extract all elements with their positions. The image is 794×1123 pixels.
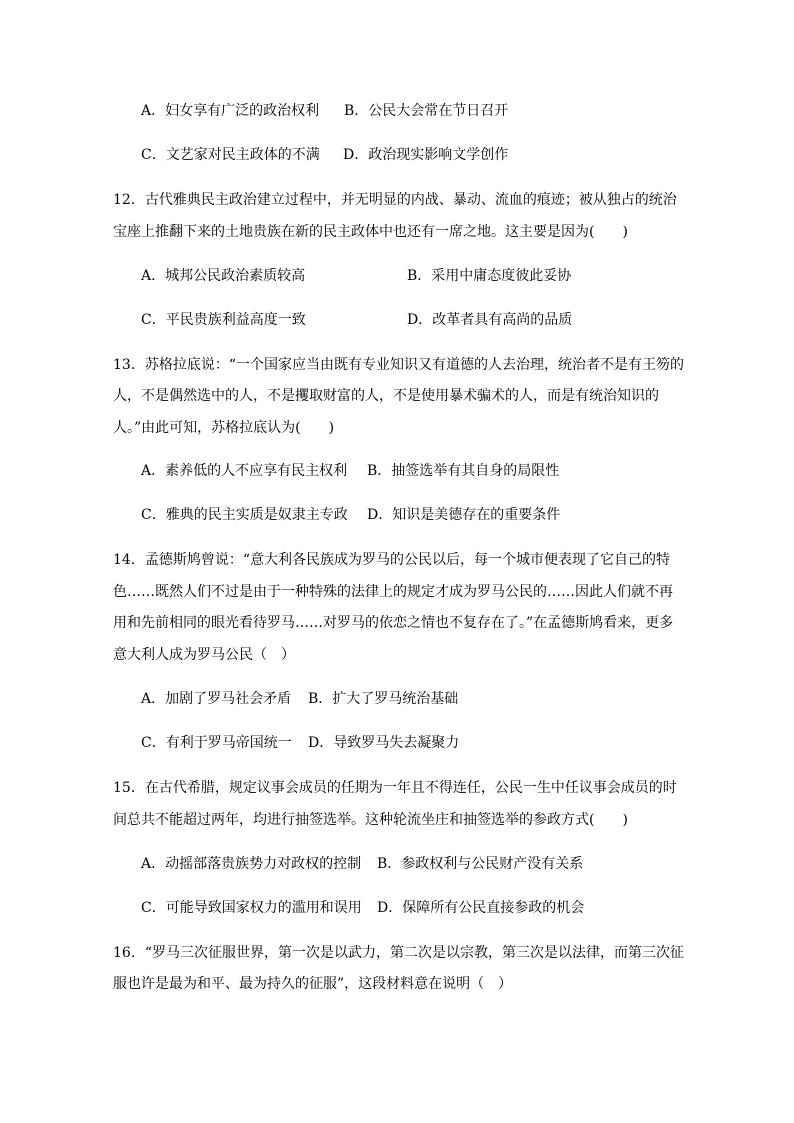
q14-stem-line-3: 用和先前相同的眼光看待罗马……对罗马的依恋之情也不复存在了。”在孟德斯鸠看来，更多 [113,615,674,631]
q15-option-row-2 [141,898,585,918]
q12-option-row-1 [141,266,572,286]
q14-option-c: C．有利于罗马帝国统一 [141,735,292,751]
q14-stem-line-2: 色……既然人们不过是由于一种特殊的法律上的规定才成为罗马公民的……因此人们就不再 [113,584,673,600]
q13-stem-line-1: 13．苏格拉底说：“一个国家应当由既有专业知识又有道德的人去治理，统治者不是有王笏的 [113,357,684,373]
q11-option-row-2 [141,145,509,165]
q11-option-b: B．公民大会常在节日召开 [344,103,509,119]
q15-stem-line-2: 间总共不能超过两年，均进行抽签选举。这种轮流坐庄和抽签选举的参政方式( ) [113,812,628,828]
q12-option-a: A．城邦公民政治素质较高 [141,268,306,284]
q15-option-c: C．可能导致国家权力的滥用和误用 [141,900,362,916]
q12-option-row-2 [141,310,573,330]
q13-option-c: C．雅典的民主实质是奴隶主专政 [141,507,348,523]
q11-option-c: C．文艺家对民主政体的不满 [141,147,320,163]
q14-option-row-2 [141,733,460,753]
q15-option-row-1 [141,854,584,874]
q13-stem-line-3: 人。”由此可知，苏格拉底认为( ) [113,420,335,436]
q12-option-c: C．平民贵族利益高度一致 [141,312,306,328]
q12-stem-line-1: 12．古代雅典民主政治建立过程中，并无明显的内战、暴动、流血的痕迹；被从独占的统治 [113,192,677,208]
q13-option-row-1 [141,461,560,481]
q11-option-row-1 [141,101,509,121]
q14-option-d: D．导致罗马失去凝聚力 [308,735,460,751]
q13-option-d: D．知识是美德存在的重要条件 [367,507,561,523]
q13-option-b: B．抽签选举有其自身的局限性 [367,463,560,479]
q14-option-b: B．扩大了罗马统治基础 [308,691,459,707]
q13-stem-line-2: 人，不是偶然选中的人，不是攫取财富的人，不是使用暴术骗术的人，而是有统治知识的 [113,388,659,404]
q14-stem-line-4: 意大利人成为罗马公民（ ） [113,647,295,663]
q13-option-row-2 [141,505,561,525]
q15-option-a: A．动摇部落贵族势力对政权的控制 [141,856,362,872]
q11-option-d: D．政治现实影响文学创作 [343,147,509,163]
q15-option-d: D．保障所有公民直接参政的机会 [377,900,585,916]
q12-option-b: B．采用中庸态度彼此妥协 [407,268,572,284]
q14-stem-line-1: 14．孟德斯鸠曾说：“意大利各民族成为罗马的公民以后，每一个城市便表现了它自己的特 [113,552,670,568]
q13-option-a: A．素养低的人不应享有民主权利 [141,463,348,479]
q15-stem-line-1: 15．在古代希腊，规定议事会成员的任期为一年且不得连任，公民一生中任议事会成员的时 [113,780,677,796]
q14-option-a: A．加剧了罗马社会矛盾 [141,691,292,707]
q12-option-d: D．改革者具有高尚的品质 [407,312,573,328]
q16-stem-line-2: 服也许是最为和平、最为持久的征服”，这段材料意在说明（ ） [113,976,513,992]
q14-option-row-1 [141,689,459,709]
q16-stem-line-1: 16．“罗马三次征服世界，第一次是以武力，第二次是以宗教，第三次是以法律，而第三次征 [113,945,684,961]
q12-stem-line-2: 宝座上推翻下来的土地贵族在新的民主政体中也还有一席之地。这主要是因为( ) [113,224,628,240]
q15-option-b: B．参政权利与公民财产没有关系 [377,856,584,872]
q11-option-a: A．妇女享有广泛的政治权利 [141,103,320,119]
